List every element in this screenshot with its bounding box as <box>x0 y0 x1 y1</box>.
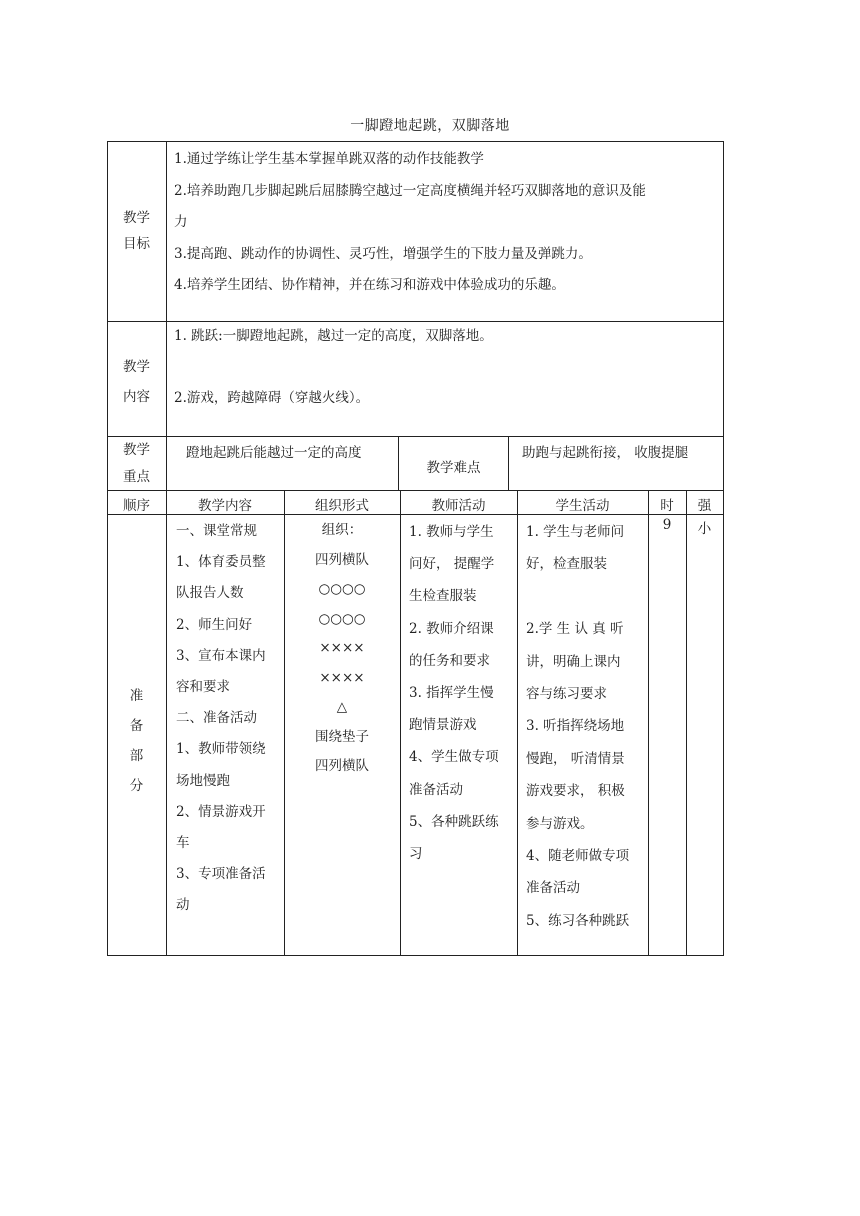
content-line: 动 <box>176 897 190 914</box>
section-student-list <box>526 516 646 937</box>
objectives-list <box>174 144 722 302</box>
section-label-char: 分 <box>129 778 144 794</box>
content-line: 二、准备活动 <box>176 710 257 727</box>
header-organization: 组织形式 <box>315 498 369 514</box>
student-line: 容与练习要求 <box>526 686 607 703</box>
teacher-line: 的任务和要求 <box>409 652 490 669</box>
org-line: 四列横队 <box>315 758 369 774</box>
objective-item: 力 <box>174 214 188 230</box>
content-label-line: 教学 <box>123 359 150 375</box>
section-organization-list <box>284 516 400 782</box>
teacher-line: 生检查服装 <box>409 588 477 605</box>
header-student-activity: 学生活动 <box>555 498 610 514</box>
objectives-label <box>107 205 166 257</box>
focus-label <box>107 437 166 491</box>
content-item: 1. 跳跃:一脚蹬地起跳，越过一定的高度，双脚落地。 <box>174 328 493 344</box>
difficulty-text: 助跑与起跳衔接， 收腹提腿 <box>522 445 689 461</box>
content-line: 1、体育委员整 <box>176 554 266 571</box>
header-intensity: 强 <box>697 498 712 514</box>
org-line: 四列横队 <box>315 551 369 568</box>
teacher-line: 跑情景游戏 <box>409 717 477 734</box>
org-line: 围绕垫子 <box>315 728 369 745</box>
teacher-line: 准备活动 <box>409 781 463 798</box>
content-line: 2、情景游戏开 <box>176 803 266 820</box>
teacher-line: 4、学生做专项 <box>409 749 499 766</box>
content-line: 容和要求 <box>176 679 230 696</box>
section-label <box>107 681 166 801</box>
section-intensity: 小 <box>697 521 712 537</box>
header-order: 顺序 <box>123 498 150 514</box>
content-label-line: 内容 <box>123 389 150 405</box>
teacher-position-icon: △ <box>336 699 348 715</box>
section-teacher-list <box>409 516 515 870</box>
student-line: 好，检查服装 <box>526 556 607 573</box>
student-line: 4、随老师做专项 <box>526 848 630 865</box>
formation-row: ○○○○ <box>318 610 366 627</box>
content-line: 场地慢跑 <box>176 772 230 789</box>
header-time: 时 <box>660 498 674 514</box>
teacher-line: 5、各种跳跃练 <box>409 813 499 830</box>
formation-row: ×××× <box>319 640 365 656</box>
objectives-label-line: 目标 <box>123 236 150 252</box>
student-line: 1. 学生与老师问 <box>526 524 625 540</box>
student-line: 准备活动 <box>526 880 580 897</box>
content-line: 2、师生问好 <box>176 616 253 633</box>
objectives-label-line: 教学 <box>123 210 150 226</box>
focus-label-line: 教学 <box>123 442 150 458</box>
content-line: 车 <box>176 835 190 852</box>
formation-row: ○○○○ <box>318 581 366 597</box>
teacher-line: 1. 教师与学生 <box>409 524 494 540</box>
student-line: 讲，明确上课内 <box>526 653 621 670</box>
student-line: 慢跑， 听清情景 <box>526 750 625 767</box>
header-teacher-activity: 教师活动 <box>431 498 486 514</box>
student-line <box>526 581 646 613</box>
org-line: 组织： <box>321 522 363 538</box>
student-line: 游戏要求， 积极 <box>526 783 625 800</box>
teacher-line: 3. 指挥学生慢 <box>409 685 494 702</box>
focus-text: 蹬地起跳后能越过一定的高度 <box>186 445 362 461</box>
content-item: 2.游戏，跨越障碍（穿越火线）。 <box>174 390 370 406</box>
document-title: 一脚蹬地起跳，双脚落地 <box>350 118 510 134</box>
content-line: 1、教师带领绕 <box>176 741 266 758</box>
objective-item: 3.提高跑、跳动作的协调性、灵巧性，增强学生的下肢力量及弹跳力。 <box>174 245 592 262</box>
content-line: 3、宣布本课内 <box>176 647 266 664</box>
student-line: 2.学 生 认 真 听 <box>526 621 624 638</box>
teacher-line: 问好， 提醒学 <box>409 556 495 573</box>
formation-row: ×××× <box>319 669 365 686</box>
student-line: 5、练习各种跳跃 <box>526 912 630 929</box>
objective-item: 4.培养学生团结、协作精神，并在练习和游戏中体验成功的乐趣。 <box>174 277 565 293</box>
content-line: 3、专项准备活 <box>176 866 266 883</box>
content-label <box>107 352 166 412</box>
objective-item: 1.通过学练让学生基本掌握单跳双落的动作技能教学 <box>174 151 484 167</box>
content-line: 一、课堂常规 <box>176 523 257 539</box>
teacher-line: 2. 教师介绍课 <box>409 620 494 637</box>
objective-item: 2.培养助跑几步脚起跳后屈膝腾空越过一定高度横绳并轻巧双脚落地的意识及能 <box>174 182 646 199</box>
teacher-line: 习 <box>409 846 423 863</box>
section-label-char: 备 <box>129 718 144 734</box>
section-label-char: 部 <box>129 748 144 764</box>
section-content-list <box>176 516 282 922</box>
focus-label-line: 重点 <box>123 469 150 485</box>
difficulty-label: 教学难点 <box>426 460 481 476</box>
student-line: 参与游戏。 <box>526 815 594 832</box>
header-content: 教学内容 <box>198 498 252 514</box>
section-time: 9 <box>662 517 672 533</box>
section-label-char: 准 <box>129 688 144 704</box>
student-line: 3. 听指挥绕场地 <box>526 718 625 735</box>
content-line: 队报告人数 <box>176 585 244 602</box>
